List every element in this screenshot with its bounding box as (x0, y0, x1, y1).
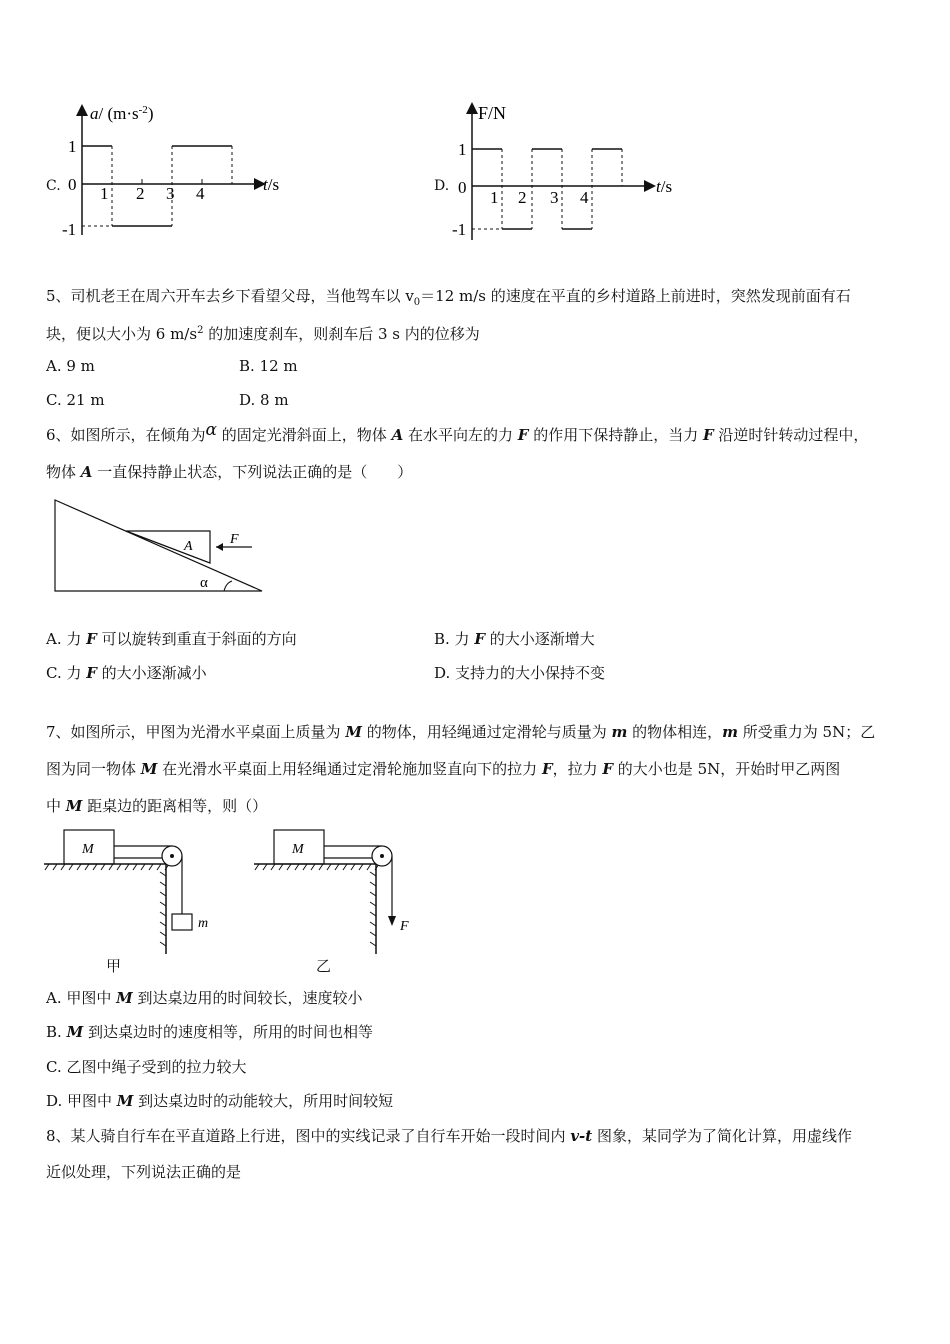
x-tick-1: 1 (100, 184, 109, 203)
q6-option-a: A. 力 F 可以旋转到重直于斜面的方向 (46, 630, 297, 648)
q4-option-d-label: D. (434, 178, 450, 194)
q7-option-d: D. 甲图中 M 到达桌边时的动能较大，所用时间较短 (46, 1092, 394, 1110)
x-tick-3: 3 (550, 188, 559, 207)
q7-option-c: C. 乙图中绳子受到的拉力较大 (46, 1058, 247, 1076)
x-axis-label: t/s (263, 175, 280, 194)
q4-option-c-graph (58, 95, 318, 255)
q5-option-d: D. 8 m (239, 391, 289, 409)
yi-force-label: F (400, 919, 409, 934)
y-axis-label: a/ $(m\cdot s^{-2})$ (90, 104, 154, 123)
q7-figure-yi (254, 826, 434, 976)
q7-option-b: B. M 到达桌边时的速度相等，所用的时间也相等 (46, 1023, 373, 1041)
q6-stem-line1: 6、如图所示，在倾角为α 的固定光滑斜面上，物体 A 在水平向左的力 F 的作用下保持静止，当力 F 沿逆时针转动过程中， (46, 420, 869, 444)
q6-option-b: B. 力 F 的大小逐渐增大 (434, 630, 595, 648)
q7-option-a: A. 甲图中 M 到达桌边用的时间较长，速度较小 (46, 989, 363, 1007)
x-tick-4: 4 (580, 188, 589, 207)
y-tick-0: 0 (458, 178, 467, 197)
block-label: A (184, 539, 193, 554)
x-tick-2: 2 (136, 184, 145, 203)
angle-label: α (200, 575, 208, 591)
q4-option-d-graph (448, 95, 688, 255)
x-tick-1: 1 (490, 188, 499, 207)
y-tick-1: 1 (458, 140, 467, 159)
y-tick-1: 1 (68, 137, 77, 156)
yi-block-label: M (292, 842, 304, 857)
q5-stem-line1: 5、司机老王在周六开车去乡下看望父母，当他驾车以 $v_0=12$ m/s 的速度在平直的乡村道路上前进时，突然发现前面有石 (46, 287, 851, 308)
force-label: F (230, 532, 239, 547)
jia-block-label: M (82, 842, 94, 857)
q4-option-c-label: C. (46, 178, 61, 194)
q8-stem-line2: 近似处理，下列说法正确的是 (46, 1163, 242, 1181)
q7-caption-yi: 乙 (316, 957, 332, 975)
q6-option-c: C. 力 F 的大小逐渐减小 (46, 664, 207, 682)
x-axis-label: t/s (656, 177, 673, 196)
q6-option-d: D. 支持力的大小保持不变 (434, 664, 606, 682)
q5-option-c: C. 21 m (46, 391, 105, 409)
x-tick-4: 4 (196, 184, 205, 203)
q8-stem-line1: 8、某人骑自行车在平直道路上行进，图中的实线记录了自行车开始一段时间内 v-t 图象，某同学为了简化计算，用虚线作 (46, 1127, 852, 1145)
q7-stem-line1: 7、如图所示，甲图为光滑水平桌面上质量为 M 的物体，用轻绳通过定滑轮与质量为 m 的物体相连，m 所受重力为 5N；乙 (46, 723, 876, 741)
y-tick-neg1: -1 (452, 220, 467, 239)
q6-stem-line2: 物体 A 一直保持静止状态，下列说法正确的是（ ） (46, 463, 413, 481)
q5-stem-line2: 块，便以大小为 6 $m/s^2$ 的加速度刹车，则刹车后 3 s 内的位移为 (46, 325, 480, 343)
q7-caption-jia: 甲 (106, 957, 122, 975)
q6-incline-figure (46, 495, 276, 605)
q5-option-b: B. 12 m (239, 357, 298, 375)
q7-figure-jia (44, 826, 224, 976)
q7-stem-line2: 图为同一物体 M 在光滑水平桌面上用轻绳通过定滑轮施加竖直向下的拉力 F，拉力 F 的大小也是 5N，开始时甲乙两图 (46, 760, 841, 778)
x-tick-3: 3 (166, 184, 175, 203)
y-axis-label: F/N (478, 103, 507, 123)
q5-option-a: A. 9 m (46, 357, 95, 375)
x-tick-2: 2 (518, 188, 527, 207)
y-tick-neg1: -1 (62, 220, 77, 239)
jia-hanging-label: m (198, 916, 209, 931)
q7-stem-line3: 中 M 距桌边的距离相等，则（） (46, 797, 268, 815)
y-tick-0: 0 (68, 175, 77, 194)
